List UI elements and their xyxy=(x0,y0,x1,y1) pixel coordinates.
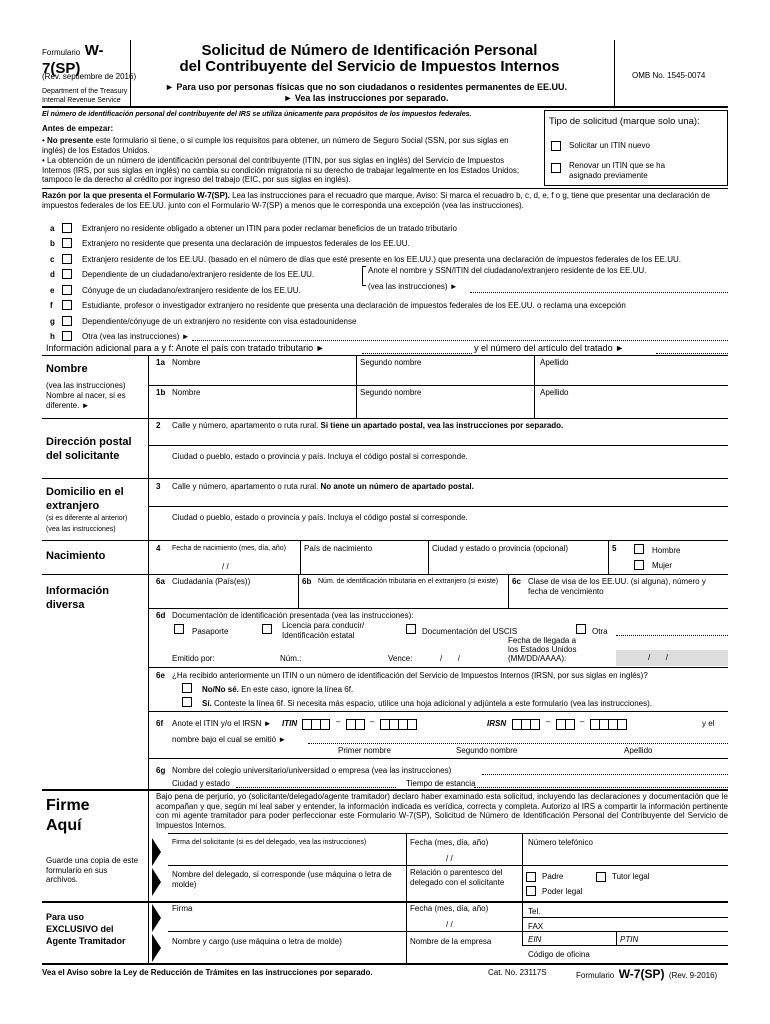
city-state-label: Ciudad y estado xyxy=(172,779,230,788)
new-itin-checkbox[interactable] xyxy=(551,141,561,151)
length-of-stay-label: Tiempo de estancia xyxy=(406,779,476,788)
new-itin-label: Solicitar un ITIN nuevo xyxy=(569,141,650,150)
birth-date-label: Fecha de nacimiento (mes, día, año) xyxy=(172,545,287,552)
last-name-label: Apellido xyxy=(540,358,569,367)
line-6g: 6g xyxy=(156,766,166,775)
license-checkbox[interactable] xyxy=(262,624,272,634)
renew-itin-checkbox[interactable] xyxy=(551,163,561,173)
no-previous-checkbox[interactable] xyxy=(182,683,192,693)
other-doc-label: Otra xyxy=(592,627,608,636)
renew-itin-label-1: Renovar un ITIN que se ha xyxy=(569,161,666,170)
arrival-label-2: los Estados Unidos xyxy=(508,645,577,654)
sign-date-label: Fecha (mes, día, año) xyxy=(410,838,489,847)
reason-letter-d: d xyxy=(50,270,55,279)
irsn-label: IRSN xyxy=(487,719,507,728)
agent-company-label: Nombre de la empresa xyxy=(410,937,492,946)
license-label-1: Licencia para conducir/ xyxy=(282,621,365,630)
power-of-attorney-checkbox[interactable] xyxy=(526,886,536,896)
footer-form-name: W-7(SP) xyxy=(618,967,665,981)
mailing-street-label: Calle y número, apartamento o ruta rural. Si tiene un apartado postal, vea las instrucciones por separado. xyxy=(172,421,564,430)
no-previous-label: No/No sé. En este caso, ignore la línea 6f. xyxy=(202,685,354,694)
line-6f: 6f xyxy=(156,719,164,728)
reason-letter-g: g xyxy=(50,317,55,326)
form-prefix: Formulario xyxy=(42,48,81,57)
reason-c-checkbox[interactable] xyxy=(62,254,72,264)
arrival-slashes: / / xyxy=(648,653,669,662)
name-section-label: Nombre xyxy=(46,363,88,375)
line-1b: 1b xyxy=(156,388,166,397)
expires-label: Vence: xyxy=(388,654,413,663)
reason-d-checkbox[interactable] xyxy=(62,269,72,279)
application-type-box xyxy=(544,110,728,186)
reason-c-label: Extranjero residente de los EE.UU. (basado en el número de días que esté presente en los EE.UU.) que presenta una declaración de impuestos federales de los EE.UU. xyxy=(82,255,682,264)
treaty-country-label: Información adicional para a y f: Anote el país con tratado tributario ► xyxy=(46,343,325,353)
perjury-statement: Bajo pena de perjurio, yo (solicitante/delegado/agente tramitador) declaro haber examinado esta solicitud, incluyendo las declaraciones y documentación que le acompañan y que, según mi leal saber y entender, la información indicada es verídica, correcta y completa. Autorizo al IRS a compartir la información pertinente con mi agente tramitador para poder perfeccionar este Formulario W-7(SP), Solicitud de Número de Identificación Personal del Contribuyente del Servicio de Impuestos Internos. xyxy=(156,792,728,830)
revision-date: (Rev. septiembre de 2016) xyxy=(42,72,137,81)
reason-h-label: Otra (vea las instrucciones) ► xyxy=(82,332,190,341)
visa-label: Clase de visa de los EE.UU. (si alguna), número y fecha de vencimiento xyxy=(528,577,706,596)
birth-section-label: Nacimiento xyxy=(46,550,106,562)
guardian-label: Tutor legal xyxy=(612,872,650,881)
line-2: 2 xyxy=(156,421,161,430)
foreign-city-label: Ciudad o pueblo, estado o provincia y país. Incluya el código postal si corresponde. xyxy=(172,513,468,522)
office-code-label: Código de oficina xyxy=(528,950,590,959)
sign-date-slashes: / / xyxy=(446,854,453,863)
power-of-attorney-label: Poder legal xyxy=(542,887,583,896)
female-label: Mujer xyxy=(652,561,673,570)
uscis-checkbox[interactable] xyxy=(406,624,416,634)
renew-itin-label-2: asignado previamente xyxy=(569,171,648,180)
arrival-label-3: (MM/DD/AAAA): xyxy=(508,654,567,663)
agent-name-label: Nombre y cargo (use máquina o letra de molde) xyxy=(172,937,342,946)
application-type-title: Tipo de solicitud (marque solo una): xyxy=(549,116,700,127)
birth-date-slashes: / / xyxy=(222,562,229,571)
agent-ein-label: EIN xyxy=(528,935,542,944)
footer-form-prefix: Formulario xyxy=(576,971,615,980)
issued-last-name-label: Apellido xyxy=(624,746,653,755)
form-page xyxy=(42,38,728,988)
reason-letter-f: f xyxy=(50,301,53,310)
parent-checkbox[interactable] xyxy=(526,872,536,882)
and-the-label: y el xyxy=(702,719,715,728)
id-docs-label: Documentación de identificación presentada (vea las instrucciones): xyxy=(172,611,414,620)
subtitle-line2: ► Vea las instrucciones por separado. xyxy=(283,93,449,103)
itin-dash: – xyxy=(336,717,341,726)
treaty-article-label: y el número del artículo del tratado ► xyxy=(474,343,624,353)
form-title xyxy=(142,43,597,75)
itin-field[interactable] xyxy=(302,716,329,734)
paperwork-notice: Vea el Aviso sobre la Ley de Reducción de Trámites en las instrucciones por separado. xyxy=(42,968,373,977)
subtitle xyxy=(136,82,596,104)
reason-h-checkbox[interactable] xyxy=(62,331,72,341)
reason-letter-b: b xyxy=(50,239,55,248)
phone-label: Número telefónico xyxy=(528,838,593,847)
footer-form-id xyxy=(576,965,717,983)
foreign-address-label: Domicilio en el extranjero xyxy=(46,486,124,512)
yes-previous-label: Sí. Conteste la línea 6f. Si necesita más espacio, utilice una hoja adicional y adjúntela a este formulario (vea las instrucciones). xyxy=(202,699,653,708)
reason-g-label: Dependiente/cónyuge de un extranjero no residente con visa estadounidense xyxy=(82,317,357,326)
agent-date-label: Fecha (mes, día, año) xyxy=(410,904,489,913)
issued-under-name-label: nombre bajo el cual se emitió ► xyxy=(172,735,287,744)
reason-f-checkbox[interactable] xyxy=(62,300,72,310)
omb-number: OMB No. 1545-0074 xyxy=(632,71,706,80)
citizenship-label: Ciudadanía (País(es)) xyxy=(172,577,251,586)
reason-b-checkbox[interactable] xyxy=(62,238,72,248)
reason-header: Razón por la que presenta el Formulario W-7(SP). Lea las instrucciones para el recuadro que marque. Aviso: Si marca el recuadro b, c, d, e, f o g, tiene que presentar una declaración de impuestos federales de los EE.UU. junto con el Formulario W-7(SP) a menos que le corresponda una excepción (vea las instrucciones). xyxy=(42,191,711,210)
previous-itin-question: ¿Ha recibido anteriormente un ITIN o un número de identificación del Servicio de Impuestos Internos (IRSN, por sus siglas en inglés)? xyxy=(172,671,648,680)
form-name: W-7(SP) xyxy=(42,42,104,77)
college-label: Nombre del colegio universitario/universidad o empresa (vea las instrucciones) xyxy=(172,766,452,775)
line-6e: 6e xyxy=(156,671,165,680)
irsn-dash-2: – xyxy=(580,717,585,726)
agent-fax-label: FAX xyxy=(528,922,544,931)
reason-letter-a: a xyxy=(50,224,55,233)
issued-middle-name-label: Segundo nombre xyxy=(456,746,518,755)
keep-copy-note: Guarde una copia de este formulario en sus archivos. xyxy=(46,856,139,884)
reason-e-label: Cónyuge de un ciudadano/extranjero residente de los EE.UU. xyxy=(82,286,301,295)
name-at-birth-label: Nombre al nacer, si es diferente. ► xyxy=(46,391,126,410)
passport-checkbox[interactable] xyxy=(174,624,184,634)
passport-label: Pasaporte xyxy=(192,627,229,636)
line-1a: 1a xyxy=(156,358,165,367)
foreign-street-label: Calle y número, apartamento o ruta rural. No anote un número de apartado postal. xyxy=(172,482,474,491)
before-you-begin: Antes de empezar: xyxy=(42,124,114,133)
agent-arrow-2 xyxy=(152,934,161,962)
guardian-checkbox[interactable] xyxy=(596,872,606,882)
arrival-date-field[interactable] xyxy=(616,650,728,666)
other-info-label: Información diversa xyxy=(46,585,109,611)
footer-revision: (Rev. 9-2016) xyxy=(668,971,718,980)
irsn-field-3[interactable] xyxy=(590,716,626,734)
sign-here-label: Firme Aquí xyxy=(46,797,90,834)
reason-d-label: Dependiente de un ciudadano/extranjero residente de los EE.UU. xyxy=(82,270,315,279)
line-6c: 6c xyxy=(512,577,521,586)
foreign-tax-id-label: Núm. de identificación tributaria en el extranjero (si existe) xyxy=(318,578,499,585)
reason-a-checkbox[interactable] xyxy=(62,223,72,233)
dept-line2: Internal Revenue Service xyxy=(42,97,121,104)
delegate-name-label: Nombre del delegado, si corresponde (use máquina o letra de molde) xyxy=(172,870,392,889)
title-line2: del Contribuyente del Servicio de Impuestos Internos xyxy=(179,58,560,75)
irsn-field-2[interactable] xyxy=(556,716,574,734)
other-reason-line[interactable] xyxy=(192,340,728,341)
itin-purpose-note: El número de identificación personal del contribuyente del IRS se utiliza únicamente para propósitos de los impuestos federales. xyxy=(42,111,472,118)
itin-label: ITIN xyxy=(282,719,298,728)
line-4: 4 xyxy=(156,544,161,553)
delegate-relation-label: Relación o parentesco del delegado con el solicitante xyxy=(410,868,505,887)
line-6b: 6b xyxy=(302,577,312,586)
agent-arrow-1 xyxy=(152,904,161,932)
foreign-note-2: (vea las instrucciones) xyxy=(46,526,116,533)
male-checkbox[interactable] xyxy=(634,544,644,554)
enter-itin-label: Anote el ITIN y/o el IRSN ► xyxy=(172,719,272,728)
title-line1: Solicitud de Número de Identificación Personal xyxy=(201,42,538,59)
reason-b-label: Extranjero no residente que presenta una declaración de impuestos federales de los EE.UU. xyxy=(82,239,410,248)
dependent-note: Anote el nombre y SSN/ITIN del ciudadano/extranjero residente de los EE.UU. xyxy=(368,266,647,275)
reason-letter-h: h xyxy=(50,332,55,341)
name-note: (vea las instrucciones) xyxy=(46,381,126,390)
reason-letter-c: c xyxy=(50,255,55,264)
acceptance-agent-label: Para uso EXCLUSIVO del Agente Tramitador xyxy=(46,912,126,946)
catalog-number: Cat. No. 23117S xyxy=(488,968,547,977)
intro-bullet-1: • No presente este formulario si tiene, o si cumple los requisitos para obtener, un número de Seguro Social (SSN, por sus siglas en inglés) de los Estados Unidos. xyxy=(42,136,509,155)
arrival-label-1: Fecha de llegada a xyxy=(508,636,577,645)
line-3: 3 xyxy=(156,482,161,491)
sign-arrow-2 xyxy=(152,868,161,896)
reason-a-label: Extranjero no residente obligado a obtener un ITIN para poder reclamar beneficios de un tratado tributario xyxy=(82,224,457,233)
license-label-2: Identificación estatal xyxy=(282,631,355,640)
itin-field-3[interactable] xyxy=(380,716,416,734)
itin-dash-2: – xyxy=(370,717,375,726)
sign-arrow-1 xyxy=(152,838,161,866)
applicant-signature-label: Firma del solicitante (si es del delegado, vea las instrucciones) xyxy=(172,839,367,846)
parent-label: Padre xyxy=(542,872,564,881)
yes-previous-checkbox[interactable] xyxy=(182,697,192,707)
irsn-dash: – xyxy=(546,717,551,726)
reason-letter-e: e xyxy=(50,286,55,295)
agent-tel-label: Tel. xyxy=(528,907,541,916)
intro-bullet-2: • La obtención de un número de identificación personal del contribuyente (ITIN, por sus siglas en inglés) del Servicio de Impuestos Internos (IRS, por sus siglas en inglés) no cambia su condición migratoria ni su derecho de trabajar legalmente en los Estados Unidos; tampoco le da derecho al crédito por ingreso del trabajo (EIC, por sus siglas en inglés). xyxy=(42,156,520,184)
issued-first-name-label: Primer nombre xyxy=(338,746,391,755)
doc-number-label: Núm.: xyxy=(280,654,302,663)
first-name-label: Nombre xyxy=(172,358,201,367)
reason-f-label: Estudiante, profesor o investigador extranjero no residente que presenta una declaración de impuestos federales de los EE.UU. o reclama una excepción xyxy=(82,301,626,310)
middle-name-label: Segundo nombre xyxy=(360,358,422,367)
uscis-label: Documentación del USCIS xyxy=(422,627,518,636)
birth-city-label: Ciudad y estado o provincia (opcional) xyxy=(432,544,569,553)
agent-date-slashes: / / xyxy=(446,920,453,929)
other-doc-checkbox[interactable] xyxy=(576,624,586,634)
dependent-note-2: (vea las instrucciones) ► xyxy=(368,282,458,291)
birth-last-name-label: Apellido xyxy=(540,388,569,397)
issued-by-label: Emitido por: xyxy=(172,654,215,663)
subtitle-line1: ► Para uso por personas físicas que no son ciudadanos o residentes permanentes de EE.UU. xyxy=(164,82,568,92)
mailing-address-label: Dirección postal del solicitante xyxy=(46,436,132,462)
male-label: Hombre xyxy=(652,546,681,555)
agent-signature-label: Firma xyxy=(172,904,193,913)
birth-middle-name-label: Segundo nombre xyxy=(360,388,422,397)
agent-ptin-label: PTIN xyxy=(620,935,639,944)
female-checkbox[interactable] xyxy=(634,560,644,570)
birth-first-name-label: Nombre xyxy=(172,388,201,397)
birth-country-label: País de nacimiento xyxy=(304,544,373,553)
dept-line1: Department of the Treasury xyxy=(42,88,128,95)
itin-field-2[interactable] xyxy=(346,716,364,734)
line-5: 5 xyxy=(612,544,617,553)
expires-slashes: / / xyxy=(440,654,461,663)
foreign-note-1: (si es diferente al anterior) xyxy=(46,515,128,522)
mailing-city-label: Ciudad o pueblo, estado o provincia y país. Incluya el código postal si corresponde. xyxy=(172,452,468,461)
reason-g-checkbox[interactable] xyxy=(62,316,72,326)
line-6a: 6a xyxy=(156,577,165,586)
irsn-field[interactable] xyxy=(512,716,539,734)
line-6d: 6d xyxy=(156,611,166,620)
reason-e-checkbox[interactable] xyxy=(62,285,72,295)
